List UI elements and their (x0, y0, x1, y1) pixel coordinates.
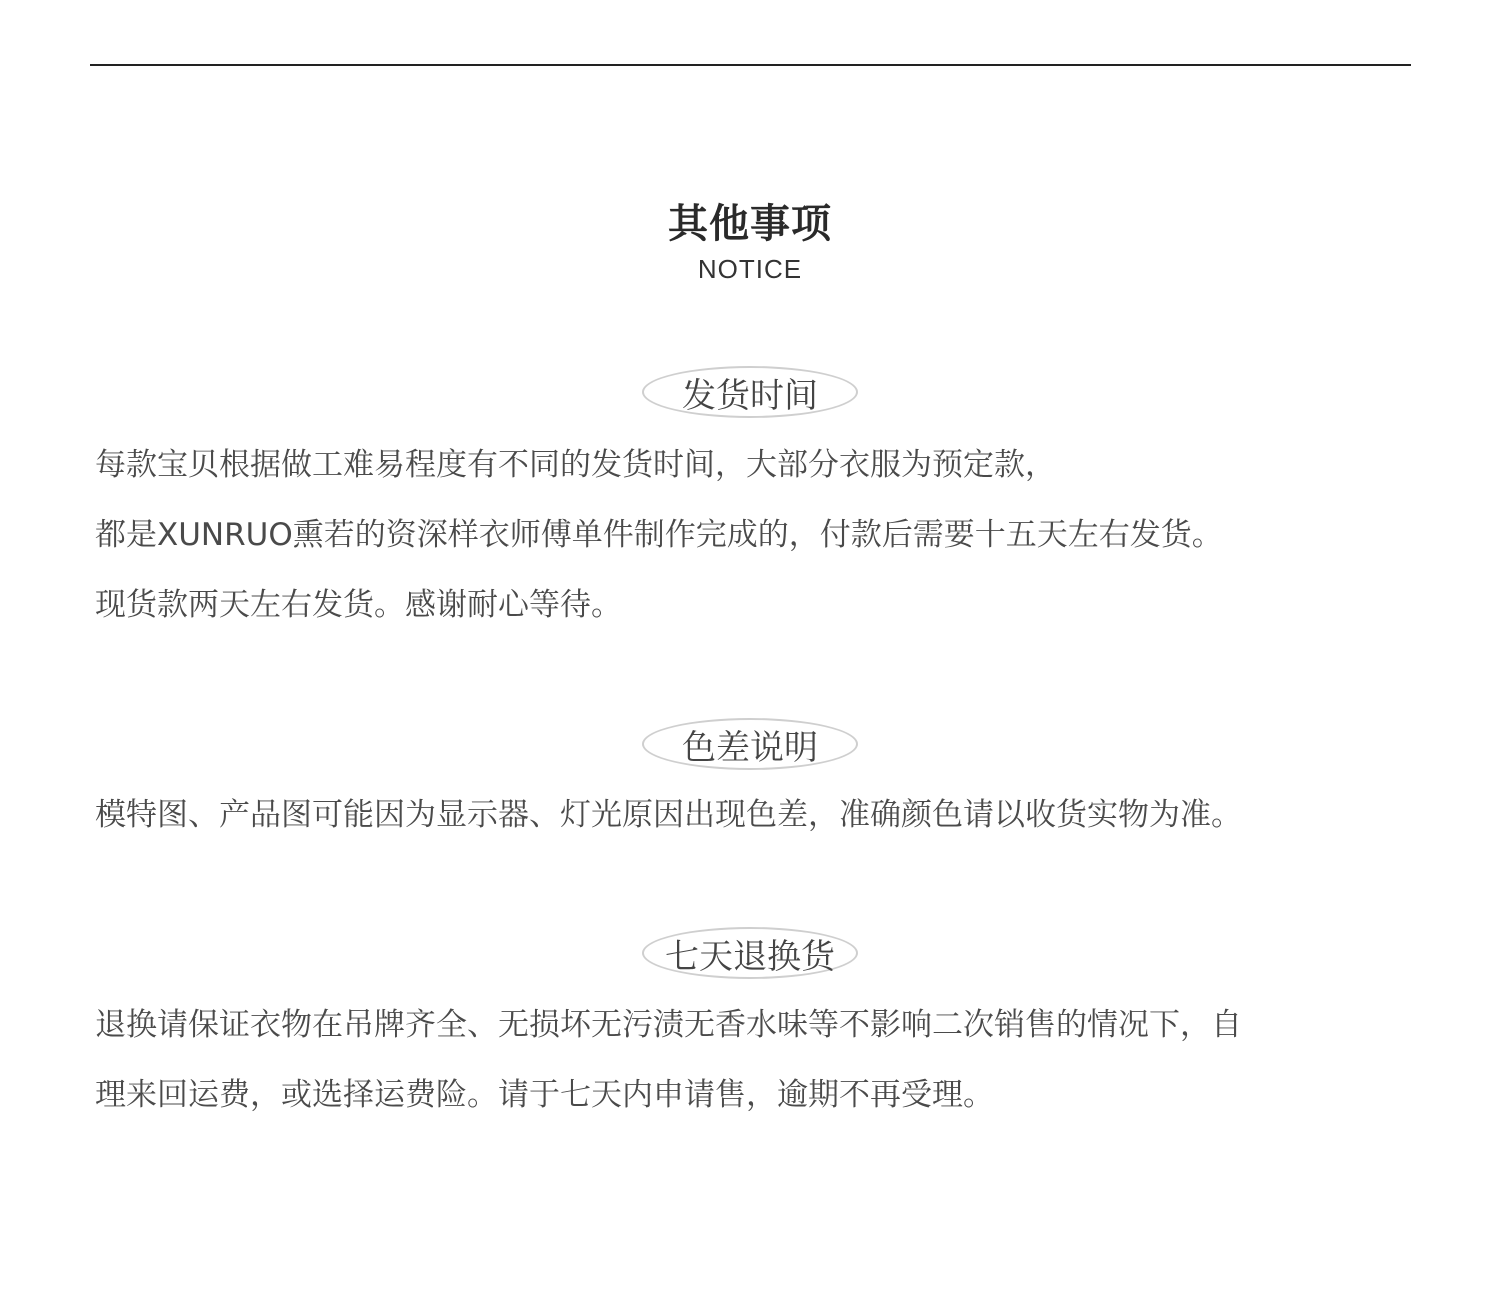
page-title: 其他事项 (668, 201, 832, 247)
top-divider (90, 64, 1411, 66)
section-heading-seven-day-return: 七天退换货 (642, 927, 858, 979)
paragraph-line: 现货款两天左右发货。感谢耐心等待。 (95, 587, 622, 623)
section-heading-shipping-time: 发货时间 (642, 366, 858, 418)
paragraph-line: 退换请保证衣物在吊牌齐全、无损坏无污渍无香水味等不影响二次销售的情况下，自 (95, 1007, 1242, 1043)
page-subtitle: NOTICE (697, 254, 803, 284)
paragraph-line: 每款宝贝根据做工难易程度有不同的发货时间，大部分衣服为预定款， (95, 447, 1056, 483)
shipping-time-paragraph (95, 430, 1415, 640)
color-difference-paragraph (95, 780, 1415, 850)
seven-day-return-paragraph (95, 990, 1415, 1130)
paragraph-line: 理来回运费，或选择运费险。请于七天内申请售，逾期不再受理。 (95, 1077, 994, 1113)
paragraph-line: 都是XUNRUO熏若的资深样衣师傅单件制作完成的，付款后需要十五天左右发货。 (95, 517, 1223, 553)
section-heading-color-difference: 色差说明 (642, 718, 858, 770)
paragraph-line: 模特图、产品图可能因为显示器、灯光原因出现色差，准确颜色请以收货实物为准。 (95, 797, 1242, 833)
